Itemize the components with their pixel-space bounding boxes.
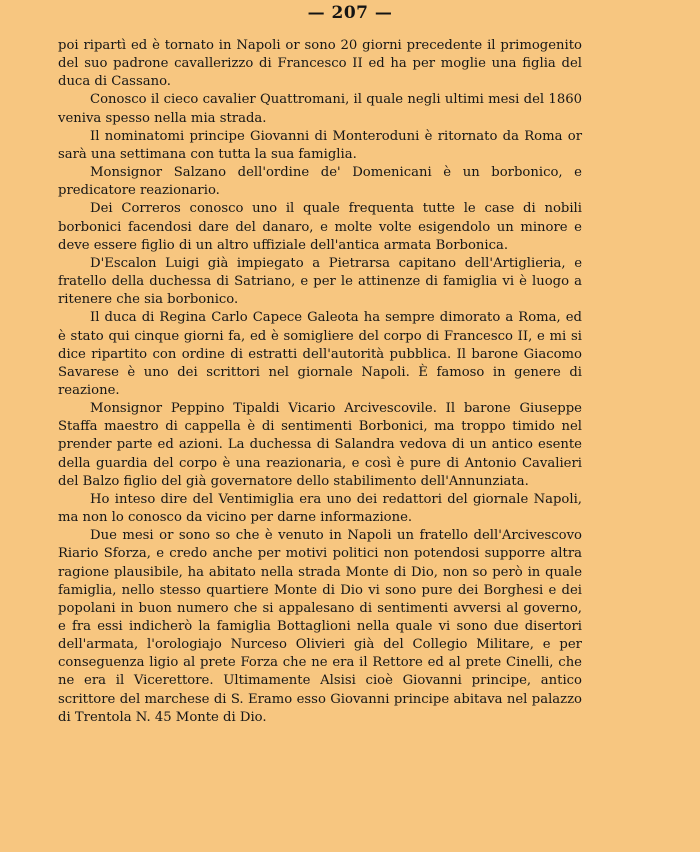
paragraph: Conosco il cieco cavalier Quattromani, il quale negli ultimi mesi del 1860 veniva spesso nella mia strada.	[58, 92, 582, 126]
paragraph: Monsignor Peppino Tipaldi Vicario Arcivescovile. Il barone Giuseppe Staffa maestro di cappella è di sentimenti Borbonici, ma troppo timido nel prender parte ed azioni. La duchessa di Salandra vedova di un antico esente della guardia del corpo è una reazionaria, e così è pure di Antonio Cavalieri del Balzo figlio del già governatore dello stabilimento dell'Annunziata.	[58, 401, 582, 489]
paragraph: Dei Correros conosco uno il quale frequenta tutte le case di nobili borbonici facendosi dare del danaro, e molte volte esigendolo un minore e deve essere figlio di un altro uffiziale dell'antica armata Borbonica.	[58, 201, 582, 253]
paragraph: poi ripartì ed è tornato in Napoli or sono 20 giorni precedente il primogenito del suo padrone cavallerizzo di Francesco II ed ha per moglie una figlia del duca di Cassano.	[58, 38, 582, 90]
paragraph: Il nominatomi principe Giovanni di Monteroduni è ritornato da Roma or sarà una settimana con tutta la sua famiglia.	[58, 128, 582, 162]
paragraph: Ho inteso dire del Ventimiglia era uno dei redattori del giornale Napoli, ma non lo conosco da vicino per darne informazione.	[58, 491, 582, 526]
page-number: — 207 —	[307, 3, 393, 23]
paragraph: D'Escalon Luigi già impiegato a Pietrarsa capitano dell'Artiglieria, e fratello della duchessa di Satriano, e per le attinenze di famiglia vi è luogo a ritenere che sia borbonico.	[58, 255, 582, 308]
paragraph: Il duca di Regina Carlo Capece Galeota ha sempre dimorato a Roma, ed è stato qui cinque giorni fa, ed è somigliere del corpo di Francesco II, e mi si dice ripartito con ordine di estratti dell'autorità pubblica. Il barone Giacomo Savarese è uno dei scrittori nel giornale Napoli. È famoso in genere di reazione.	[58, 310, 582, 398]
text-body	[58, 37, 582, 727]
paragraph: Monsignor Salzano dell'ordine de' Domenicani è un borbonico, e predicatore reazionario.	[58, 165, 582, 199]
paragraph: Due mesi or sono so che è venuto in Napoli un fratello dell'Arcivescovo Riario Sforza, e credo anche per motivi politici non potendosi supporre altra ragione plausibile, ha abitato nella strada Monte di Dio, non so però in quale famiglia, nello stesso quartiere Monte di Dio vi sono pure dei Borghesi e dei popolani in buon numero che si appalesano di sentimenti avversi al governo, e fra essi indicherò la famiglia Bottaglioni nella quale vi sono due disertori dell'armata, l'orologiajo Nurceso Olivieri già del Collegio Militare, e per conseguenza ligio al prete Forza che ne era il Rettore ed al prete Cinelli, che ne era il Vicerettore. Ultimamente Alsisi cioè Giovanni principe, antico scrittore del marchese di S. Eramo esso Giovanni principe abitava nel palazzo di Trentola N. 45 Monte di Dio.	[58, 528, 582, 725]
